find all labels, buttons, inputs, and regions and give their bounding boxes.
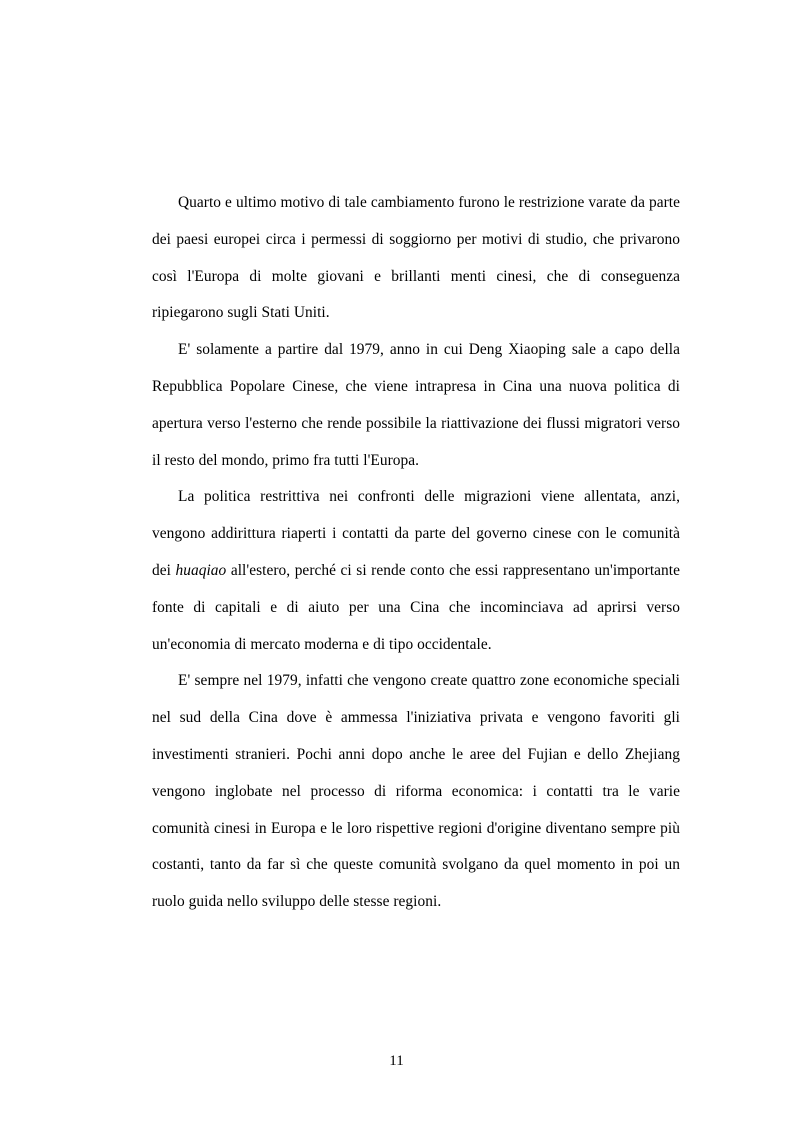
paragraph-3-text-after: all'estero, perché ci si rende conto che essi rappresentano un'importante fonte di capitali e di aiuto per una Cina che incominciava ad aprirsi verso un'economia di mercato moderna e di tipo occidentale. — [152, 561, 680, 653]
document-body — [152, 185, 680, 921]
paragraph-1: Quarto e ultimo motivo di tale cambiamento furono le restrizione varate da parte dei paesi europei circa i permessi di soggiorno per motivi di studio, che privarono così l'Europa di molte giovani e brillanti menti cinesi, che di conseguenza ripiegarono sugli Stati Uniti. — [152, 194, 680, 322]
italic-term-huaqiao: huaqiao — [175, 561, 227, 579]
paragraph-3 — [152, 479, 680, 663]
paragraph-2: E' solamente a partire dal 1979, anno in cui Deng Xiaoping sale a capo della Repubblica Popolare Cinese, che viene intrapresa in Cina una nuova politica di apertura verso l'esterno che rende possibile la riattivazione dei flussi migratori verso il resto del mondo, primo fra tutti l'Europa. — [152, 341, 680, 469]
paragraph-3-text-before: La politica restrittiva nei confronti delle migrazioni viene allentata, anzi, vengono addirittura riaperti i contatti da parte del governo cinese con le comunità dei — [152, 488, 680, 579]
paragraph-4: E' sempre nel 1979, infatti che vengono create quattro zone economiche speciali nel sud della Cina dove è ammessa l'iniziativa privata e vengono favoriti gli investimenti stranieri. Pochi anni dopo anche le aree del Fujian e dello Zhejiang vengono inglobate nel processo di riforma economica: i contatti tra le varie comunità cinesi in Europa e le loro rispettive regioni d'origine diventano sempre più costanti, tanto da far sì che queste comunità svolgano da quel momento in poi un ruolo guida nello sviluppo delle stesse regioni. — [152, 672, 680, 911]
page-number: 11 — [389, 1053, 404, 1069]
